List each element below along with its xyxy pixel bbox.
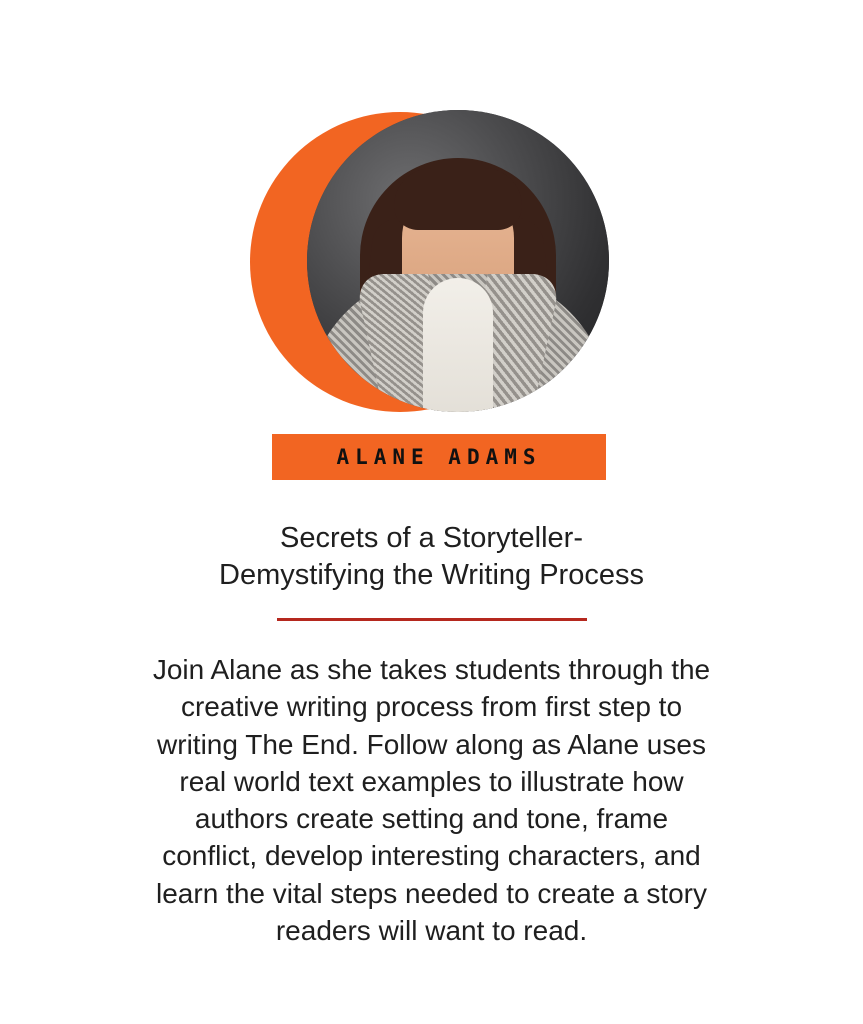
portrait-figure <box>307 110 609 412</box>
hair-fringe <box>394 168 522 230</box>
jacket <box>308 274 608 412</box>
portrait-block <box>0 0 863 469</box>
talk-title-line-2: Demystifying the Writing Process <box>219 559 644 592</box>
talk-content <box>0 520 863 949</box>
speaker-name: ALANE ADAMS <box>336 445 542 469</box>
speaker-name-banner <box>272 434 606 480</box>
speaker-photo <box>307 110 609 412</box>
talk-description: Join Alane as she takes students through the creative writing process from first step to writing The End. Follow along as Alane uses real world text examples to illustrate how authors create setting and tone, frame conflict, develop interesting characters, and learn the vital steps needed to create a story readers will want to read. <box>152 654 711 946</box>
title-divider <box>277 618 587 621</box>
jacket-lapel-left <box>354 274 460 412</box>
talk-title <box>122 520 742 594</box>
talk-title-line-1: Secrets of a Storyteller- <box>280 522 583 554</box>
jacket-lapel-right <box>456 274 562 412</box>
